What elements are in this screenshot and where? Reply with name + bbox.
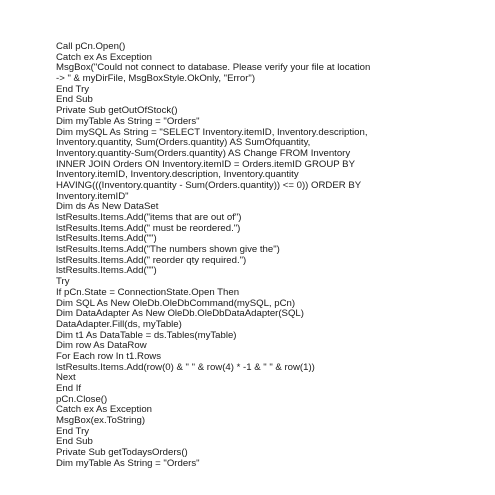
code-line: Dim ds As New DataSet <box>56 201 159 213</box>
code-line: DataAdapter.Fill(ds, myTable) <box>56 318 182 330</box>
code-line: Dim row As DataRow <box>56 340 147 352</box>
code-line: Catch ex As Exception <box>56 404 152 416</box>
code-line: End If <box>56 383 82 394</box>
code-line: pCn.Close() <box>56 393 108 405</box>
code-line: INNER JOIN Orders ON Inventory.itemID = Orders.itemID GROUP BY <box>56 158 355 170</box>
code-line: Try <box>56 276 70 288</box>
code-line: Next <box>56 372 76 384</box>
code-line: HAVING(((Inventory.quantity - Sum(Orders.quantity)) <= 0)) ORDER BY <box>56 179 362 191</box>
code-line: lstResults.Items.Add(" reorder qty required.") <box>56 254 247 266</box>
code-line: Catch ex As Exception <box>56 51 152 63</box>
code-line: End Try <box>56 425 90 437</box>
code-listing <box>56 42 476 470</box>
code-line: Dim mySQL As String = "SELECT Inventory.itemID, Inventory.description, <box>56 126 368 138</box>
code-line: Dim myTable As String = "Orders" <box>56 457 200 469</box>
code-line: Inventory.itemID" <box>56 190 129 202</box>
code-line: End Sub <box>56 94 93 106</box>
code-line: MsgBox("Could not connect to database. Please verify your file at location <box>56 62 371 74</box>
code-line: lstResults.Items.Add("") <box>56 233 157 245</box>
code-line: For Each row In t1.Rows <box>56 350 162 362</box>
code-line: -> " & myDirFile, MsgBoxStyle.OkOnly, "Error") <box>56 73 256 85</box>
code-line: lstResults.Items.Add("items that are out of") <box>56 212 242 223</box>
code-line: Inventory.quantity-Sum(Orders.quantity) AS Change FROM Inventory <box>56 147 351 159</box>
code-line: End Try <box>56 83 90 95</box>
code-line: Dim t1 As DataTable = ds.Tables(myTable) <box>56 329 237 341</box>
code-line: Private Sub getTodaysOrders() <box>56 447 188 459</box>
code-line: Call pCn.Open() <box>56 41 126 52</box>
code-line: Dim myTable As String = "Orders" <box>56 115 200 127</box>
code-line: lstResults.Items.Add("The numbers shown give the") <box>56 244 280 256</box>
code-line: Private Sub getOutOfStock() <box>56 105 178 117</box>
code-line: lstResults.Items.Add(" must be reordered.") <box>56 222 241 234</box>
code-line: lstResults.Items.Add(row(0) & " " & row(4) * -1 & " " & row(1)) <box>56 361 315 373</box>
code-line: If pCn.State = ConnectionState.Open Then <box>56 286 240 298</box>
code-line: MsgBox(ex.ToString) <box>56 415 146 427</box>
code-line: End Sub <box>56 436 93 448</box>
code-line: Inventory.itemID, Inventory.description, Inventory.quantity <box>56 169 299 181</box>
code-line: Inventory.quantity, Sum(Orders.quantity) AS SumOfquantity, <box>56 137 311 149</box>
code-line: Dim DataAdapter As New OleDb.OleDbDataAdapter(SQL) <box>56 308 304 320</box>
code-line: Dim SQL As New OleDb.OleDbCommand(mySQL, pCn) <box>56 297 296 309</box>
code-line: lstResults.Items.Add("") <box>56 265 157 277</box>
